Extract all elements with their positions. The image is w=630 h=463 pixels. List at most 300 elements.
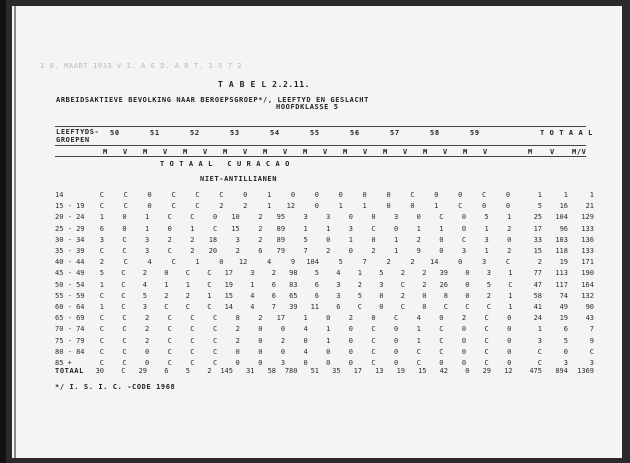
table-cell: 104 bbox=[306, 258, 319, 267]
occupation-group-55: 55 bbox=[310, 129, 320, 137]
total-cell: 894 bbox=[555, 367, 568, 375]
table-cell: 0 bbox=[393, 224, 399, 233]
table-cell: 7 bbox=[362, 258, 367, 267]
table-cell: C bbox=[219, 191, 224, 199]
table-cell: C bbox=[122, 359, 127, 367]
table-cell: 118 bbox=[555, 247, 568, 255]
total-sex-label: V bbox=[550, 148, 555, 156]
table-cell: 0 bbox=[465, 291, 470, 300]
table-cell: C bbox=[505, 258, 511, 267]
table-cell: 24 bbox=[533, 314, 542, 323]
table-cell: 1 bbox=[303, 314, 308, 323]
table-cell: 2 bbox=[422, 269, 427, 278]
table-cell: C bbox=[212, 224, 218, 233]
table-cell: 2 bbox=[348, 314, 353, 323]
table-cell: 0 bbox=[461, 359, 467, 367]
table-cell: 1 bbox=[99, 303, 104, 311]
table-cell: 4 bbox=[147, 258, 152, 267]
table-cell: 0 bbox=[507, 235, 512, 244]
table-cell: 0 bbox=[348, 359, 353, 367]
table-cell: 0 bbox=[386, 202, 391, 211]
table-cell: 136 bbox=[581, 235, 594, 244]
table-cell: 5 bbox=[99, 269, 104, 278]
table-cell: 96 bbox=[559, 224, 568, 233]
total-cell: 30 bbox=[95, 367, 104, 375]
total-cell: 17 bbox=[353, 367, 362, 375]
table-cell: C bbox=[484, 314, 489, 323]
table-cell: 4 bbox=[303, 325, 308, 334]
table-cell: 1 bbox=[164, 280, 169, 289]
table-cell: 0 bbox=[465, 280, 470, 289]
table-cell: 0 bbox=[507, 314, 512, 323]
table-cell: 0 bbox=[243, 191, 248, 199]
table-cell: 1 bbox=[326, 325, 331, 334]
table-cell: 1 bbox=[250, 280, 255, 289]
table-cell: 0 bbox=[465, 269, 470, 278]
table-cell: 6 bbox=[99, 224, 104, 233]
total-cell: C bbox=[121, 367, 126, 375]
table-cell: 0 bbox=[314, 191, 319, 199]
table-cell: C bbox=[439, 347, 444, 356]
table-cell: 15 bbox=[231, 224, 240, 233]
table-cell: 0 bbox=[280, 325, 286, 334]
binding-edge bbox=[0, 0, 6, 463]
table-cell: 15 bbox=[224, 291, 233, 300]
table-cell: 0 bbox=[314, 202, 319, 211]
table-cell: C bbox=[122, 235, 127, 244]
table-cell: 6 bbox=[314, 280, 319, 289]
table-cell: 0 bbox=[326, 359, 331, 367]
table-cell: 0 bbox=[461, 213, 467, 222]
table-cell: 1 bbox=[99, 213, 104, 222]
table-cell: 3 bbox=[326, 213, 331, 222]
table-title: ARBEIDSAKTIEVE BEVOLKING NAAR BEROEPSGROEP*/, LEEFTYD EN GESLACHT bbox=[56, 96, 369, 104]
table-cell: C bbox=[121, 280, 126, 289]
table-cell: 2 bbox=[99, 258, 104, 267]
table-cell: 6 bbox=[314, 291, 319, 300]
table-cell: 5 bbox=[357, 291, 362, 300]
table-cell: C bbox=[484, 347, 489, 356]
table-cell: C bbox=[190, 347, 195, 356]
table-cell: C bbox=[443, 303, 448, 311]
table-cell: 2 bbox=[461, 314, 467, 323]
table-cell: C bbox=[212, 325, 218, 334]
table-cell: 6 bbox=[271, 291, 276, 300]
table-cell: C bbox=[99, 191, 104, 199]
table-cell: 3 bbox=[303, 213, 308, 222]
table-cell: C bbox=[122, 336, 127, 345]
table-cell: 132 bbox=[581, 291, 594, 300]
table-cell: 1 bbox=[99, 280, 104, 289]
table-cell: 12 bbox=[238, 258, 248, 267]
sex-label: M bbox=[223, 148, 228, 156]
table-cell: C bbox=[171, 202, 176, 211]
table-cell: 0 bbox=[348, 347, 353, 356]
table-cell: 8 bbox=[235, 314, 240, 323]
table-cell: 43 bbox=[585, 314, 594, 323]
table-cell: C bbox=[99, 247, 104, 255]
sex-label: M bbox=[263, 148, 268, 156]
table-cell: C bbox=[400, 280, 405, 289]
table-cell: 12 bbox=[286, 202, 296, 211]
table-cell: 6 bbox=[271, 280, 276, 289]
table-cell: C bbox=[357, 303, 362, 311]
table-cell: C bbox=[212, 359, 218, 367]
row-age-label: 55 - 59 bbox=[55, 291, 85, 300]
row-age-label: 60 - 64 bbox=[55, 303, 85, 311]
table-cell: 129 bbox=[581, 213, 594, 222]
table-cell: 1 bbox=[190, 224, 195, 233]
row-age-label: 70 - 74 bbox=[55, 325, 85, 334]
table-cell: 65 bbox=[289, 291, 298, 300]
table-cell: C bbox=[99, 202, 104, 211]
table-cell: 3 bbox=[563, 359, 568, 367]
table-cell: 164 bbox=[581, 280, 594, 289]
table-cell: 1 bbox=[348, 235, 353, 244]
table-cell: 10 bbox=[231, 213, 240, 222]
table-cell: C bbox=[171, 258, 176, 267]
sex-label: M bbox=[383, 148, 388, 156]
section-total-curacao: T O T A A L C U R A C A O bbox=[160, 160, 290, 168]
table-cell: C bbox=[167, 325, 172, 334]
table-cell: 2 bbox=[142, 269, 147, 278]
table-cell: 2 bbox=[258, 224, 263, 233]
table-cell: 17 bbox=[224, 269, 233, 278]
table-cell: 39 bbox=[289, 303, 298, 311]
table-cell: 6 bbox=[258, 247, 263, 255]
table-cell: 74 bbox=[559, 291, 568, 300]
total-cell: 31 bbox=[246, 367, 255, 375]
table-cell: 0 bbox=[258, 359, 263, 367]
table-cell: C bbox=[486, 303, 491, 311]
table-cell: 9 bbox=[589, 336, 594, 345]
table-cell: C bbox=[121, 269, 126, 278]
row-age-label: 14 bbox=[55, 191, 64, 199]
table-cell: 0 bbox=[505, 191, 511, 199]
table-cell: 1 bbox=[326, 336, 331, 345]
total-sex-label: M bbox=[528, 148, 533, 156]
table-cell: 0 bbox=[461, 347, 467, 356]
table-cell: 7 bbox=[589, 325, 594, 334]
table-cell: 0 bbox=[393, 336, 399, 345]
table-cell: 25 bbox=[533, 213, 542, 222]
table-cell: 89 bbox=[276, 224, 286, 233]
table-cell: C bbox=[167, 336, 172, 345]
table-cell: C bbox=[121, 291, 126, 300]
table-cell: 0 bbox=[507, 347, 512, 356]
occupation-group-59: 59 bbox=[470, 129, 480, 137]
occupation-group-57: 57 bbox=[390, 129, 400, 137]
row-age-label: 25 - 29 bbox=[55, 224, 85, 233]
table-cell: 0 bbox=[439, 359, 444, 367]
total-cell: 51 bbox=[310, 367, 319, 375]
table-cell: C bbox=[99, 347, 104, 356]
table-cell: 1 bbox=[439, 224, 444, 233]
table-cell: 2 bbox=[486, 291, 491, 300]
table-cell: C bbox=[121, 303, 126, 311]
table-subtitle: HOOFDKLASSE 5 bbox=[276, 103, 339, 111]
total-cell: 145 bbox=[220, 367, 233, 375]
table-cell: C bbox=[122, 347, 127, 356]
table-cell: 0 bbox=[505, 202, 511, 211]
table-cell: 0 bbox=[122, 213, 127, 222]
table-cell: C bbox=[589, 347, 594, 356]
table-cell: 3 bbox=[145, 247, 150, 255]
table-cell: C bbox=[99, 325, 104, 334]
table-cell: C bbox=[207, 280, 212, 289]
table-cell: 0 bbox=[348, 336, 353, 345]
table-cell: 0 bbox=[122, 224, 127, 233]
table-cell: 3 bbox=[250, 269, 255, 278]
table-cell: C bbox=[484, 336, 489, 345]
table-cell: C bbox=[123, 191, 128, 199]
table-cell: 3 bbox=[537, 336, 542, 345]
table-cell: 3 bbox=[280, 359, 286, 367]
table-cell: C bbox=[195, 191, 200, 199]
table-cell: C bbox=[439, 336, 444, 345]
table-cell: 83 bbox=[289, 280, 298, 289]
table-cell: 0 bbox=[393, 325, 399, 334]
table-cell: 2 bbox=[416, 235, 421, 244]
table-cell: C bbox=[99, 359, 104, 367]
table-cell: 1 bbox=[267, 202, 272, 211]
table-cell: 2 bbox=[507, 247, 512, 255]
table-cell: C bbox=[190, 359, 195, 367]
total-cell: 6 bbox=[164, 367, 169, 375]
table-cell: 2 bbox=[357, 280, 362, 289]
table-cell: C bbox=[393, 314, 399, 323]
row-age-label: 75 - 79 bbox=[55, 336, 85, 345]
table-cell: 0 bbox=[393, 359, 399, 367]
sex-label: M bbox=[423, 148, 428, 156]
table-cell: C bbox=[439, 213, 444, 222]
table-cell: 4 bbox=[142, 280, 147, 289]
sex-label: V bbox=[123, 148, 128, 156]
table-cell: 0 bbox=[147, 202, 152, 211]
table-cell: 2 bbox=[271, 269, 276, 278]
table-cell: 2 bbox=[258, 314, 263, 323]
table-cell: C bbox=[123, 258, 128, 267]
table-cell: C bbox=[458, 202, 463, 211]
table-cell: 1 bbox=[537, 191, 542, 199]
table-cell: C bbox=[371, 325, 376, 334]
table-cell: 33 bbox=[533, 235, 542, 244]
table-cell: C bbox=[484, 359, 489, 367]
total-cell: 15 bbox=[418, 367, 427, 375]
table-cell: 2 bbox=[400, 269, 405, 278]
table-cell: 2 bbox=[190, 235, 195, 244]
table-cell: 2 bbox=[145, 325, 150, 334]
table-cell: C bbox=[190, 325, 195, 334]
table-cell: C bbox=[190, 213, 195, 222]
table-cell: 3 bbox=[393, 213, 399, 222]
table-cell: C bbox=[508, 280, 513, 289]
table-cell: 2 bbox=[371, 247, 376, 255]
table-cell: C bbox=[439, 325, 444, 334]
table-cell: 17 bbox=[533, 224, 542, 233]
table-cell: 2 bbox=[145, 336, 150, 345]
table-cell: 41 bbox=[533, 303, 542, 311]
table-cell: 3 bbox=[461, 247, 467, 255]
table-cell: 3 bbox=[379, 280, 384, 289]
table-cell: 3 bbox=[235, 235, 240, 244]
table-cell: 90 bbox=[585, 303, 594, 311]
table-cell: C bbox=[190, 314, 195, 323]
total-cell: 2 bbox=[207, 367, 212, 375]
table-cell: 2 bbox=[386, 258, 391, 267]
total-cell: 780 bbox=[284, 367, 298, 375]
table-cell: 3 bbox=[145, 235, 150, 244]
table-cell: 21 bbox=[585, 202, 594, 211]
sex-label: M bbox=[143, 148, 148, 156]
table-cell: 2 bbox=[235, 325, 240, 334]
table-cell: 4 bbox=[336, 269, 341, 278]
table-cell: 3 bbox=[99, 235, 104, 244]
table-cell: C bbox=[371, 336, 376, 345]
table-cell: 3 bbox=[589, 359, 594, 367]
table-cell: 26 bbox=[439, 280, 448, 289]
table-cell: 190 bbox=[581, 269, 594, 278]
table-cell: 0 bbox=[362, 191, 367, 199]
table-cell: C bbox=[482, 191, 487, 199]
table-cell: C bbox=[122, 247, 127, 255]
table-cell: 0 bbox=[461, 336, 467, 345]
table-cell: C bbox=[123, 202, 128, 211]
table-cell: 0 bbox=[348, 247, 353, 255]
table-cell: 5 bbox=[486, 280, 491, 289]
table-cell: 0 bbox=[507, 359, 512, 367]
table-cell: 49 bbox=[559, 303, 568, 311]
footnote: */ I. S. I. C. -CODE 1968 bbox=[55, 383, 176, 391]
table-cell: 0 bbox=[219, 258, 224, 267]
age-header-2: GROEPEN bbox=[56, 136, 90, 144]
table-cell: 9 bbox=[290, 258, 296, 267]
occupation-group-52: 52 bbox=[190, 129, 200, 137]
table-cell: 47 bbox=[533, 280, 542, 289]
occupation-group-58: 58 bbox=[430, 129, 440, 137]
table-cell: 1 bbox=[195, 258, 200, 267]
total-cell: 19 bbox=[396, 367, 405, 375]
table-cell: 5 bbox=[142, 291, 147, 300]
table-cell: 133 bbox=[581, 247, 594, 255]
row-age-label: 30 - 34 bbox=[55, 235, 85, 244]
table-cell: C bbox=[167, 314, 172, 323]
table-cell: 6 bbox=[336, 303, 341, 311]
table-cell: C bbox=[99, 336, 104, 345]
table-cell: 19 bbox=[559, 314, 568, 323]
table-cell: 4 bbox=[416, 314, 421, 323]
total-cell: 1369 bbox=[577, 367, 594, 375]
table-cell: 0 bbox=[258, 325, 263, 334]
row-age-label: 20 - 24 bbox=[55, 213, 85, 222]
table-cell: C bbox=[371, 224, 376, 233]
table-cell: 1 bbox=[303, 224, 308, 233]
occupation-group-53: 53 bbox=[230, 129, 240, 137]
table-cell: 1 bbox=[508, 291, 513, 300]
table-cell: 1 bbox=[145, 213, 150, 222]
table-cell: 0 bbox=[164, 269, 169, 278]
table-cell: C bbox=[167, 213, 172, 222]
table-cell: 0 bbox=[348, 325, 353, 334]
table-cell: C bbox=[99, 314, 104, 323]
table-cell: 0 bbox=[386, 191, 391, 199]
total-cell: 0 bbox=[465, 367, 470, 375]
table-cell: C bbox=[167, 247, 172, 255]
table-cell: 2 bbox=[326, 247, 331, 255]
table-cell: 3 bbox=[142, 303, 147, 311]
sex-label: M bbox=[463, 148, 468, 156]
table-cell: C bbox=[537, 359, 542, 367]
table-cell: 2 bbox=[235, 247, 240, 255]
table-cell: 0 bbox=[348, 213, 353, 222]
table-cell: 6 bbox=[563, 325, 568, 334]
table-cell: 5 bbox=[379, 269, 384, 278]
table-cell: 0 bbox=[167, 224, 172, 233]
page-spine bbox=[14, 6, 16, 458]
table-cell: 1 bbox=[484, 247, 489, 255]
header-line: 1 0. MAART 1933 V 1. A E D. A R T. 1 5 7 2 bbox=[40, 62, 243, 70]
table-cell: 89 bbox=[276, 235, 286, 244]
table-cell: 2 bbox=[167, 235, 172, 244]
table-cell: 0 bbox=[563, 347, 568, 356]
total-cell: 475 bbox=[529, 367, 542, 375]
row-age-label: 45 - 49 bbox=[55, 269, 85, 278]
table-cell: 2 bbox=[164, 291, 169, 300]
table-cell: C bbox=[400, 303, 405, 311]
table-cell: 133 bbox=[581, 224, 594, 233]
table-cell: 2 bbox=[145, 314, 150, 323]
table-cell: C bbox=[164, 303, 169, 311]
table-cell: 1 bbox=[434, 202, 439, 211]
sex-label: V bbox=[283, 148, 288, 156]
table-cell: 20 bbox=[208, 247, 218, 255]
table-cell: C bbox=[371, 359, 376, 367]
table-cell: 0 bbox=[379, 303, 384, 311]
table-cell: C bbox=[461, 235, 467, 244]
sex-label: M bbox=[303, 148, 308, 156]
table-cell: 2 bbox=[537, 258, 542, 267]
sex-label: V bbox=[243, 148, 248, 156]
table-cell: 5 bbox=[484, 213, 489, 222]
table-cell: 79 bbox=[276, 247, 286, 255]
row-age-label: 50 - 54 bbox=[55, 280, 85, 289]
table-cell: C bbox=[122, 314, 127, 323]
table-cell: 0 bbox=[326, 314, 331, 323]
sex-label: V bbox=[363, 148, 368, 156]
table-cell: 2 bbox=[235, 336, 240, 345]
table-cell: 0 bbox=[422, 291, 427, 300]
table-cell: C bbox=[212, 314, 218, 323]
table-cell: 1 bbox=[185, 280, 190, 289]
table-cell: C bbox=[185, 269, 190, 278]
table-cell: 0 bbox=[371, 213, 376, 222]
table-cell: 0 bbox=[458, 258, 463, 267]
table-cell: 0 bbox=[235, 359, 240, 367]
table-cell: 1 bbox=[508, 303, 513, 311]
table-cell: 3 bbox=[482, 258, 487, 267]
table-cell: 2 bbox=[243, 202, 248, 211]
table-cell: C bbox=[212, 336, 218, 345]
table-cell: 2 bbox=[258, 235, 263, 244]
table-cell: 0 bbox=[147, 191, 152, 199]
table-cell: 0 bbox=[303, 336, 308, 345]
occupation-group-56: 56 bbox=[350, 129, 360, 137]
sex-label: V bbox=[483, 148, 488, 156]
sex-label: M bbox=[343, 148, 348, 156]
table-cell: 1 bbox=[326, 224, 331, 233]
table-cell: C bbox=[171, 191, 176, 199]
table-cell: 5 bbox=[314, 269, 319, 278]
